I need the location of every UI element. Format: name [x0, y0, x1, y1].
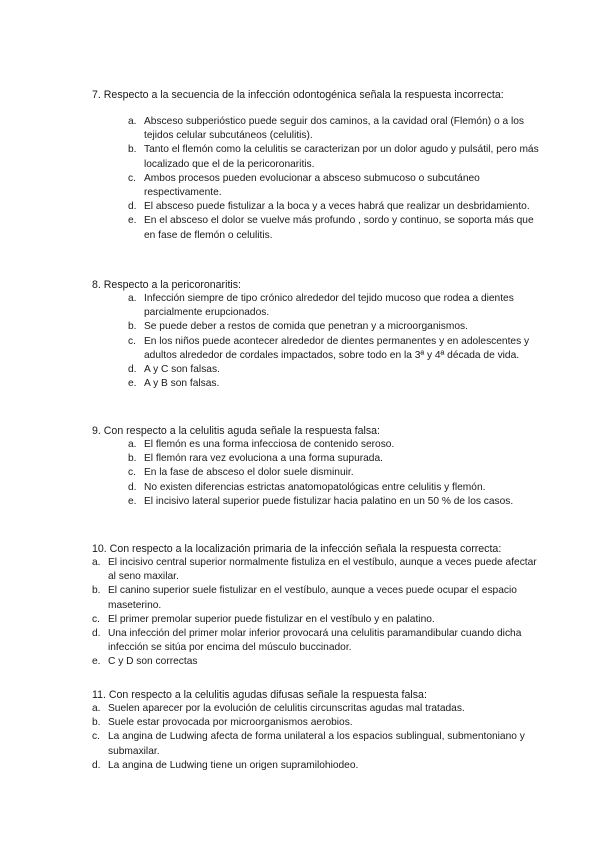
- list-item: [92, 655, 538, 669]
- list-item: [92, 702, 532, 716]
- option-label: d.: [92, 759, 101, 771]
- option-label: a.: [128, 116, 137, 127]
- option-text: En los niños puede acontecer alrededor de dientes permanentes y en adolescentes y adultos alrededor de cordales impactados, sobre todo en la 3ª y 4ª década de vida.: [144, 335, 530, 361]
- option-text: La angina de Ludwing afecta de forma unilateral a los espacios sublingual, submentoniano y submaxilar.: [108, 731, 525, 757]
- question-7-title: 7. Respecto a la secuencia de la infección odontogénica señala la respuesta incorrecta:: [92, 89, 504, 101]
- list-item: [128, 214, 540, 242]
- option-text: En el absceso el dolor se vuelve más profundo , sordo y continuo, se soporta más que en fase de flemón o celulitis.: [144, 215, 534, 241]
- list-item: [92, 627, 538, 655]
- list-item: [128, 495, 540, 509]
- option-text: Tanto el flemón como la celulitis se caracterizan por un dolor agudo y pulsátil, pero más localizado que el de la pericoronaritis.: [144, 144, 539, 170]
- option-label: e.: [92, 656, 101, 668]
- list-item: [128, 292, 540, 320]
- question-9-title: 9. Con respecto a la celulitis aguda señale la respuesta falsa:: [92, 425, 380, 437]
- option-text: Absceso subperióstico puede seguir dos caminos, a la cavidad oral (Flemón) o a los tejidos celular subcutáneos (celulitis).: [144, 116, 524, 142]
- list-item: [92, 759, 532, 773]
- option-text: El canino superior suele fistulizar en el vestíbulo, aunque a veces puede ocupar el espacio maseterino.: [108, 585, 517, 611]
- option-text: El incisivo lateral superior puede fistulizar hacia palatino en un 50 % de los casos.: [144, 495, 514, 507]
- option-text: Suele estar provocada por microorganismos aerobios.: [108, 717, 353, 729]
- option-label: b.: [92, 717, 101, 729]
- list-item: [128, 466, 540, 480]
- option-label: e.: [128, 378, 137, 390]
- option-text: Una infección del primer molar inferior provocará una celulitis paramandibular cuando dicha infección se sitúa por encima del músculo buccinador.: [108, 628, 522, 654]
- list-item: [92, 584, 538, 612]
- list-item: [92, 716, 532, 730]
- list-item: [128, 452, 540, 466]
- question-8-title: 8. Respecto a la pericoronaritis:: [92, 279, 241, 291]
- option-text: Ambos procesos pueden evolucionar a absceso submucoso o subcutáneo respectivamente.: [144, 172, 480, 199]
- option-text: El primer premolar superior puede fistulizar en el vestíbulo y en palatino.: [108, 613, 435, 625]
- list-item: [92, 613, 538, 627]
- list-item: [128, 335, 540, 363]
- list-item: [128, 438, 540, 452]
- question-8-options: [128, 292, 540, 391]
- list-item: [128, 481, 540, 495]
- option-label: a.: [92, 557, 101, 568]
- option-text: Se puede deber a restos de comida que penetran y a microorganismos.: [144, 321, 468, 333]
- list-item: [92, 730, 532, 758]
- option-label: b.: [128, 144, 137, 156]
- option-label: c.: [128, 335, 136, 347]
- question-11-title: 11. Con respecto a la celulitis agudas difusas señale la respuesta falsa:: [92, 689, 427, 701]
- option-text: En la fase de absceso el dolor suele disminuir.: [144, 467, 354, 479]
- list-item: [128, 200, 540, 214]
- option-text: C y D son correctas: [108, 656, 198, 668]
- option-label: e.: [128, 495, 137, 507]
- option-label: c.: [92, 613, 100, 625]
- question-11-options: [92, 702, 532, 773]
- option-text: Infección siempre de tipo crónico alrededor del tejido mucoso que rodea a dientes parcialmente erupcionados.: [144, 293, 514, 319]
- question-9-options: [128, 438, 540, 509]
- option-label: d.: [92, 628, 101, 640]
- option-text: A y B son falsas.: [144, 378, 220, 390]
- list-item: [128, 115, 540, 143]
- option-label: c.: [128, 172, 136, 184]
- option-text: El flemón rara vez evoluciona a una forma supurada.: [144, 453, 383, 465]
- option-label: d.: [128, 364, 137, 376]
- option-label: d.: [128, 481, 137, 493]
- question-10-title: 10. Con respecto a la localización primaria de la infección señala la respuesta correcta:: [92, 543, 502, 555]
- list-item: [92, 556, 538, 584]
- option-label: a.: [128, 293, 137, 304]
- list-item: [128, 172, 540, 200]
- option-text: El absceso puede fistulizar a la boca y a veces habrá que realizar un desbridamiento.: [144, 201, 530, 213]
- option-text: Suelen aparecer por la evolución de celulitis circunscritas agudas mal tratadas.: [108, 703, 465, 714]
- option-text: No existen diferencias estrictas anatomopatológicas entre celulitis y flemón.: [144, 481, 486, 493]
- option-text: El incisivo central superior normalmente fistuliza en el vestíbulo, aunque a veces puede afectar al seno maxilar.: [108, 557, 537, 583]
- option-text: La angina de Ludwing tiene un origen supramilohiodeo.: [108, 759, 359, 771]
- option-label: c.: [92, 731, 100, 743]
- option-label: b.: [128, 453, 137, 465]
- question-10-options: [92, 556, 538, 670]
- option-label: d.: [128, 201, 137, 213]
- option-label: a.: [92, 703, 101, 714]
- option-text: A y C son falsas.: [144, 364, 220, 376]
- option-label: e.: [128, 215, 137, 227]
- list-item: [128, 143, 540, 171]
- option-label: b.: [92, 585, 101, 597]
- option-text: El flemón es una forma infecciosa de contenido seroso.: [144, 439, 395, 450]
- list-item: [128, 377, 540, 391]
- list-item: [128, 320, 540, 334]
- option-label: b.: [128, 321, 137, 333]
- question-7-options: [128, 115, 540, 243]
- list-item: [128, 363, 540, 377]
- option-label: c.: [128, 467, 136, 479]
- option-label: a.: [128, 439, 137, 450]
